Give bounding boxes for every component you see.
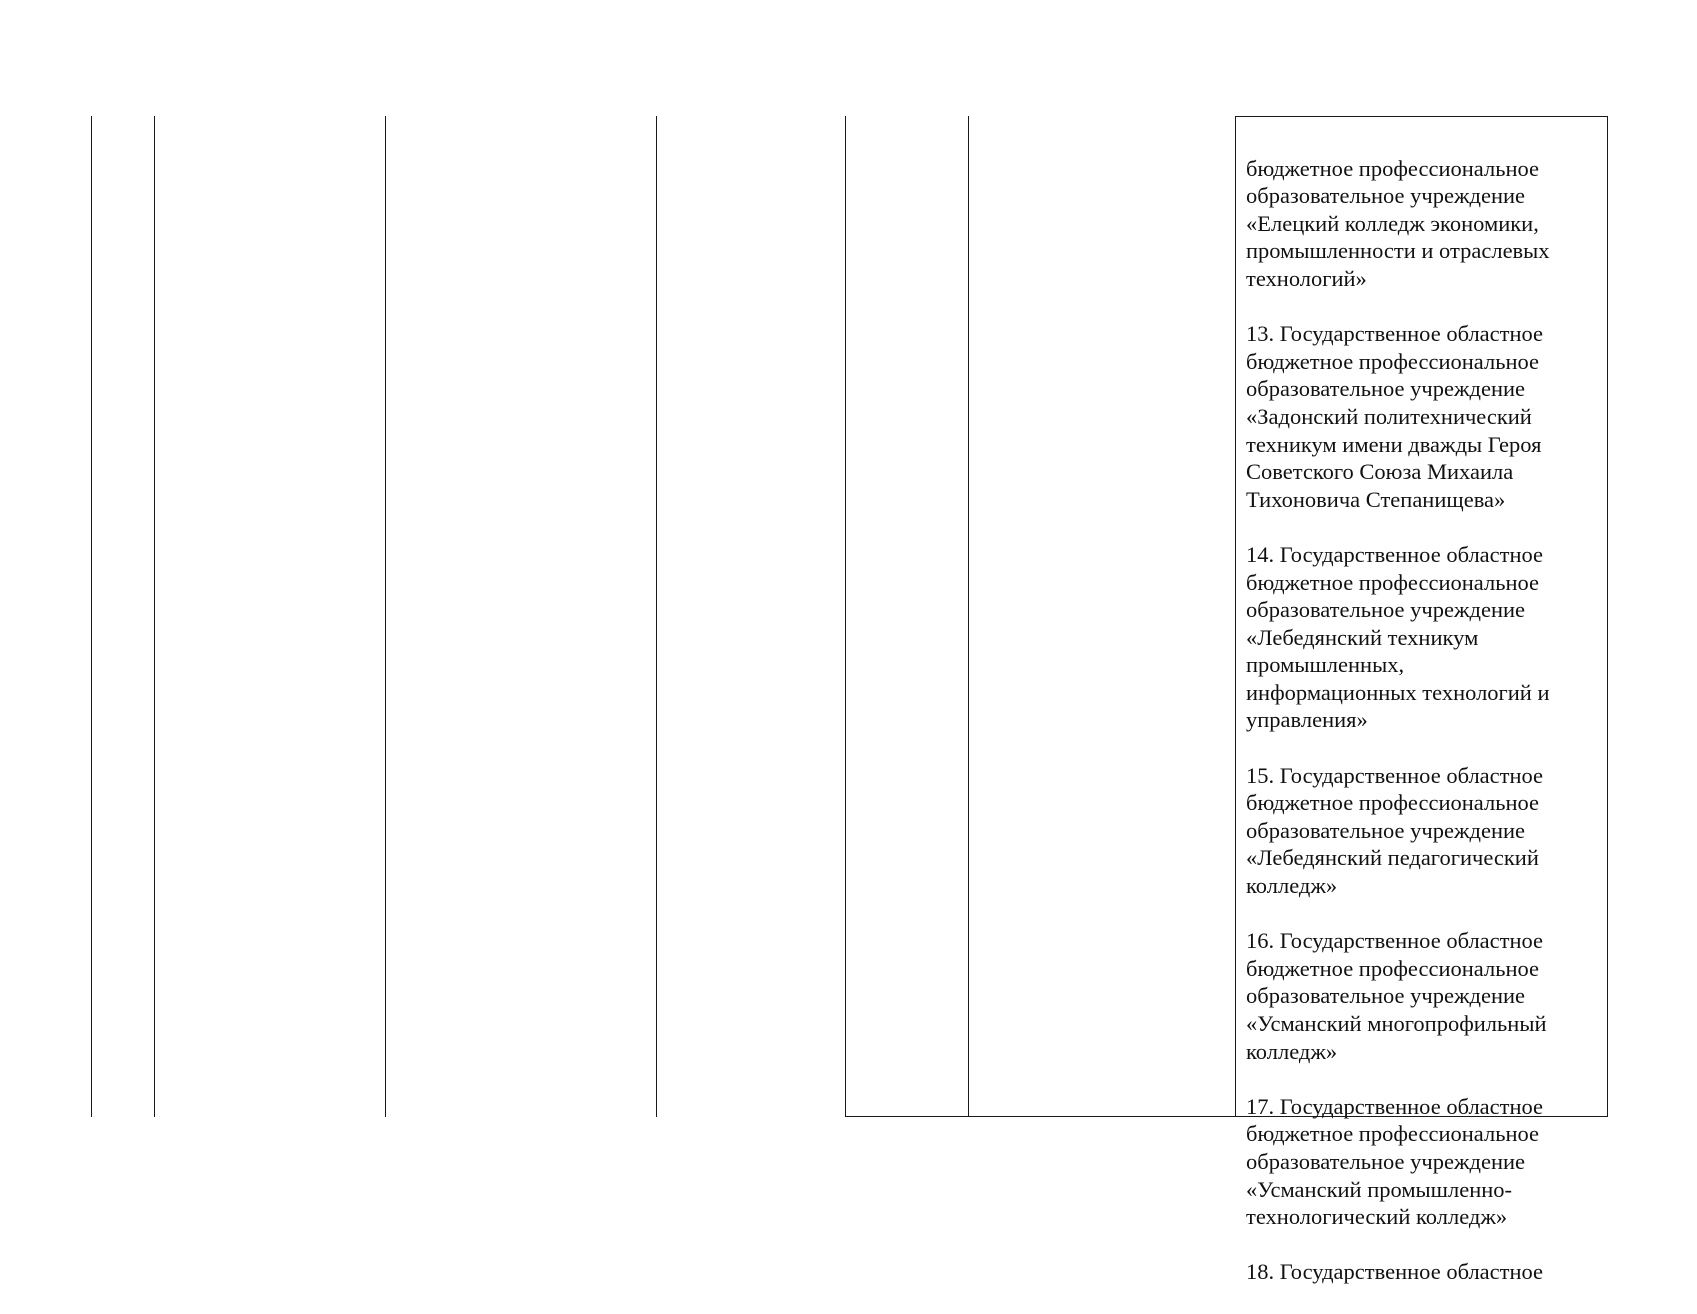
- column-divider-3: [656, 116, 657, 1117]
- list-entry-13: 13. Государственное областное бюджетное профессиональное образовательное учреждение «Задонский политехнический техникум имени дважды Героя Советского Союза Михаила Тихоновича Степанищева»: [1246, 321, 1544, 512]
- list-entry-16: 16. Государственное областное бюджетное профессиональное образовательное учреждение «Усманский многопрофильный колледж»: [1246, 928, 1547, 1064]
- list-entry-14: 14. Государственное областное бюджетное профессиональное образовательное учреждение «Лебедянский техникум промышленных, информационных технологий и управления»: [1246, 541, 1550, 733]
- table-border-left: [91, 116, 92, 1117]
- column-divider-1: [154, 116, 155, 1117]
- table-border-right: [1607, 116, 1608, 1117]
- cell-top-border: [1235, 116, 1608, 117]
- list-entry-17: 17. Государственное областное бюджетное профессиональное образовательное учреждение «Усманский промышленно- технологический колледж»: [1246, 1093, 1544, 1230]
- institutions-list: [1246, 127, 1606, 1314]
- column-divider-4: [845, 116, 846, 1117]
- column-divider-6: [1235, 116, 1236, 1117]
- list-entry-18: 18. Государственное областное: [1246, 1259, 1544, 1285]
- column-divider-5: [968, 116, 969, 1117]
- list-entry-15: 15. Государственное областное бюджетное профессиональное образовательное учреждение «Лебедянский педагогический колледж»: [1246, 762, 1544, 899]
- list-entry-continuation: бюджетное профессиональное образовательное учреждение «Елецкий колледж экономики, промышленности и отраслевых технологий»: [1246, 155, 1550, 291]
- column-divider-2: [385, 116, 386, 1117]
